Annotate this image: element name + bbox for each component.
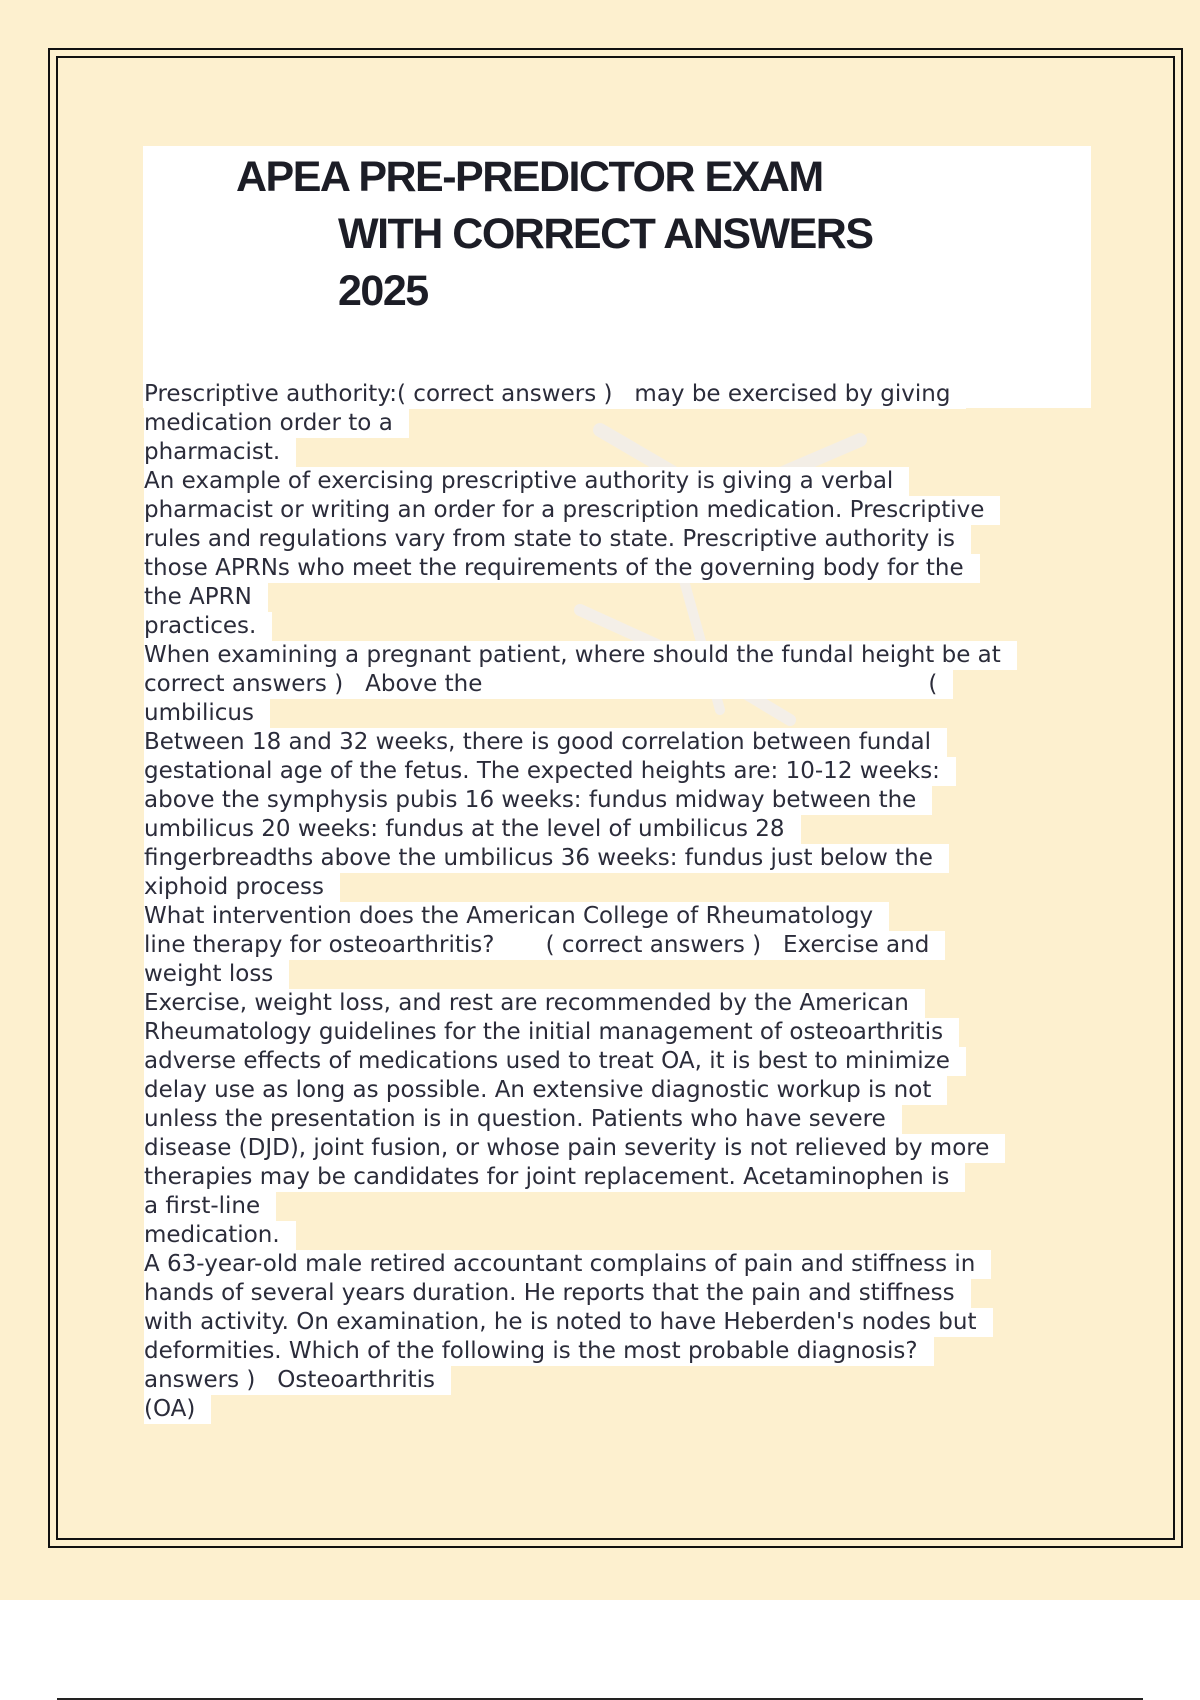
document-body — [146, 380, 1091, 1424]
body-line: What intervention does the American College of Rheumatology — [144, 902, 889, 931]
body-line: pharmacist or writing an order for a prescription medication. Prescriptive — [144, 496, 1000, 525]
body-line: above the symphysis pubis 16 weeks: fundus midway between the — [144, 786, 932, 815]
document-title-line-3: 2025 — [338, 267, 428, 315]
body-line: unless the presentation is in question. Patients who have severe — [144, 1105, 902, 1134]
body-line: answers ) Osteoarthritis — [144, 1366, 451, 1395]
body-line: fingerbreadths above the umbilicus 36 weeks: fundus just below the — [144, 844, 949, 873]
body-line: deformities. Which of the following is the most probable diagnosis? — [144, 1337, 934, 1366]
body-line: weight loss — [144, 960, 289, 989]
body-line: correct answers ) Above the ( — [144, 670, 953, 699]
document-title-line-1: APEA PRE-PREDICTOR EXAM — [236, 153, 823, 201]
body-line: practices. — [144, 612, 272, 641]
body-line: xiphoid process — [144, 873, 340, 902]
body-line: gestational age of the fetus. The expected heights are: 10-12 weeks: — [144, 757, 956, 786]
body-line: therapies may be candidates for joint replacement. Acetaminophen is — [144, 1163, 965, 1192]
body-line: Between 18 and 32 weeks, there is good correlation between fundal — [144, 728, 947, 757]
body-line: delay use as long as possible. An extensive diagnostic workup is not — [144, 1076, 947, 1105]
body-line: (OA) — [144, 1395, 211, 1424]
body-line: Rheumatology guidelines for the initial management of osteoarthritis — [144, 1018, 959, 1047]
body-line: An example of exercising prescriptive authority is giving a verbal — [144, 467, 909, 496]
body-line: When examining a pregnant patient, where should the fundal height be at — [144, 641, 1017, 670]
body-line: the APRN — [144, 583, 268, 612]
body-line: hands of several years duration. He reports that the pain and stiffness — [144, 1279, 971, 1308]
body-line: medication. — [144, 1221, 296, 1250]
body-line: adverse effects of medications used to treat OA, it is best to minimize — [144, 1047, 966, 1076]
body-line: pharmacist. — [144, 438, 296, 467]
body-line: disease (DJD), joint fusion, or whose pain severity is not relieved by more — [144, 1134, 1005, 1163]
body-line: with activity. On examination, he is noted to have Heberden's nodes but — [144, 1308, 993, 1337]
body-line: A 63-year-old male retired accountant complains of pain and stiffness in — [144, 1250, 991, 1279]
body-line: umbilicus 20 weeks: fundus at the level of umbilicus 28 — [144, 815, 801, 844]
body-line: Exercise, weight loss, and rest are recommended by the American — [144, 989, 925, 1018]
body-line: umbilicus — [144, 699, 270, 728]
document-title-line-2: WITH CORRECT ANSWERS — [338, 210, 873, 258]
body-line: a first-line — [144, 1192, 276, 1221]
body-line: those APRNs who meet the requirements of the governing body for the — [144, 554, 980, 583]
body-line: line therapy for osteoarthritis? ( correct answers ) Exercise and — [144, 931, 945, 960]
body-line: Prescriptive authority:( correct answers ) may be exercised by giving — [144, 380, 966, 409]
body-line: rules and regulations vary from state to state. Prescriptive authority is — [144, 525, 971, 554]
body-line: medication order to a — [144, 409, 409, 438]
